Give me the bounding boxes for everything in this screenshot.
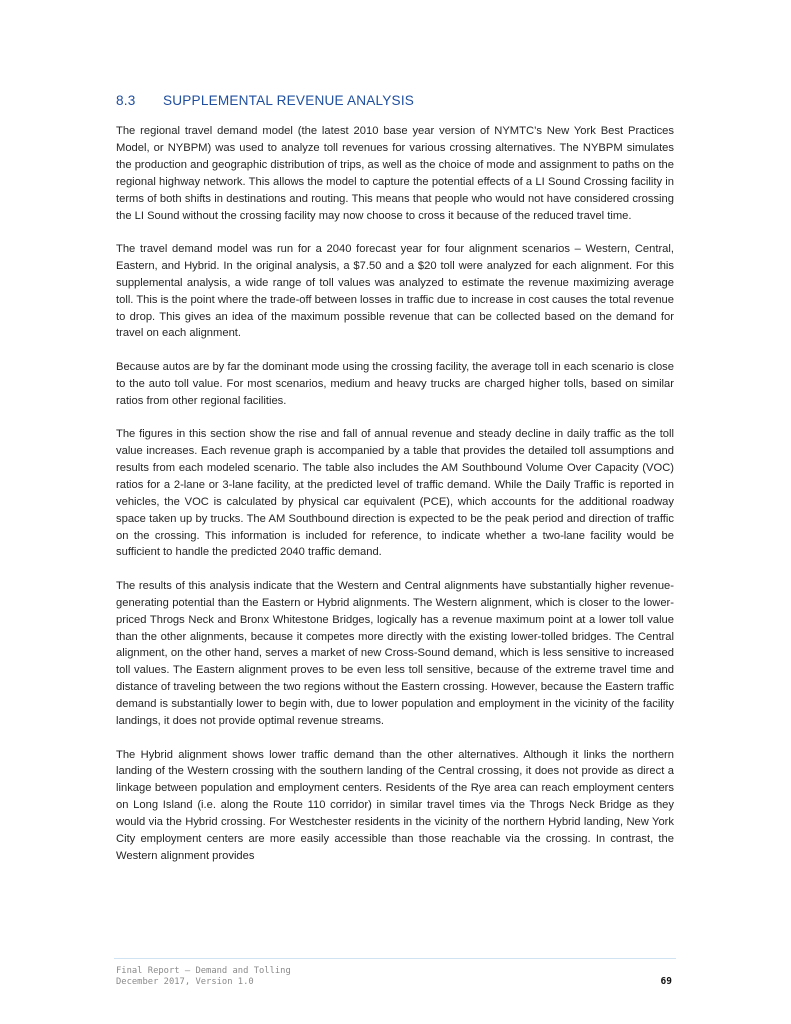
footer-report-title: Final Report – Demand and Tolling — [116, 966, 291, 976]
paragraph-1: The regional travel demand model (the latest 2010 base year version of NYMTC’s New York Best Practices Model, or NYBPM) was used to analyze toll revenues for various crossing alternatives. The NYBPM simulates the production and geographic distribution of trips, as well as the choice of mode and assignment to paths on the regional highway network. This allows the model to capture the potential effects of a LI Sound Crossing facility in terms of both shifts in destinations and routing. This means that people who would not have considered crossing the LI Sound without the crossing facility may now choose to cross it because of the reduced travel time. — [116, 125, 674, 222]
section-number: 8.3 — [116, 93, 136, 108]
footer-version: December 2017, Version 1.0 — [116, 977, 254, 987]
footer-info — [116, 966, 291, 988]
paragraph-5: The results of this analysis indicate that the Western and Central alignments have substantially higher revenue-generating potential than the Eastern or Hybrid alignments. The Western alignment, which is closer to the lower-priced Throgs Neck and Bronx Whitestone Bridges, logically has a revenue maximum point at a lower toll value than the other alignments, because it competes more directly with the existing lower-tolled bridges. The Central alignment, on the other hand, serves a market of new Cross-Sound demand, which is less sensitive to increased toll values. The Eastern alignment proves to be even less toll sensitive, because of the extreme travel time and distance of traveling between the two regions without the Eastern crossing. However, because the Eastern traffic demand is substantially lower to begin with, due to lower population and employment in the vicinity of the facility landings, it does not provide optimal revenue streams. — [116, 579, 674, 728]
page-number: 69 — [660, 976, 672, 987]
section-heading — [116, 93, 414, 108]
section-title: SUPPLEMENTAL REVENUE ANALYSIS — [163, 93, 415, 108]
paragraph-3: Because autos are by far the dominant mode using the crossing facility, the average toll in each scenario is close to the auto toll value. For most scenarios, medium and heavy trucks are charged higher tolls, based on similar ratios from other regional facilities. — [116, 360, 674, 407]
paragraph-4: The figures in this section show the rise and fall of annual revenue and steady decline in daily traffic as the toll value increases. Each revenue graph is accompanied by a table that provides the detailed toll assumptions and results from each modeled scenario. The table also includes the AM Southbound Volume Over Capacity (VOC) ratios for a 2-lane or 3-lane facility, at the predicted level of traffic demand. While the Daily Traffic is reported in vehicles, the VOC is calculated by physical car equivalent (PCE), which accounts for the additional roadway space taken up by trucks. The AM Southbound direction is expected to be the peak period and direction of traffic on the crossing. This information is included for reference, to indicate whether a two-lane facility would be sufficient to handle the predicted 2040 traffic demand. — [116, 428, 674, 559]
footer-divider — [114, 958, 676, 959]
paragraph-2: The travel demand model was run for a 2040 forecast year for four alignment scenarios – Western, Central, Eastern, and Hybrid. In the original analysis, a $7.50 and a $20 toll were analyzed for each alignment. For this supplemental analysis, a wide range of toll values was analyzed to estimate the revenue maximizing average toll. This is the point where the trade-off between losses in traffic due to increase in cost causes the total revenue to drop. This gives an idea of the maximum possible revenue that can be collected based on the demand for travel on each alignment. — [116, 242, 674, 340]
body-text — [116, 123, 674, 881]
paragraph-6: The Hybrid alignment shows lower traffic demand than the other alternatives. Although it links the northern landing of the Western crossing with the southern landing of the Central crossing, it does not provide as direct a linkage between population and employment centers. Residents of the Rye area can reach employment centers on Long Island (i.e. along the Route 110 corridor) in similar travel times via the Throgs Neck Bridge as they would via the Hybrid crossing. For Westchester residents in the vicinity of the northern Hybrid landing, New York City employment centers are more easily accessible than those reachable via the crossing. In contrast, the Western alignment provides — [116, 748, 674, 862]
